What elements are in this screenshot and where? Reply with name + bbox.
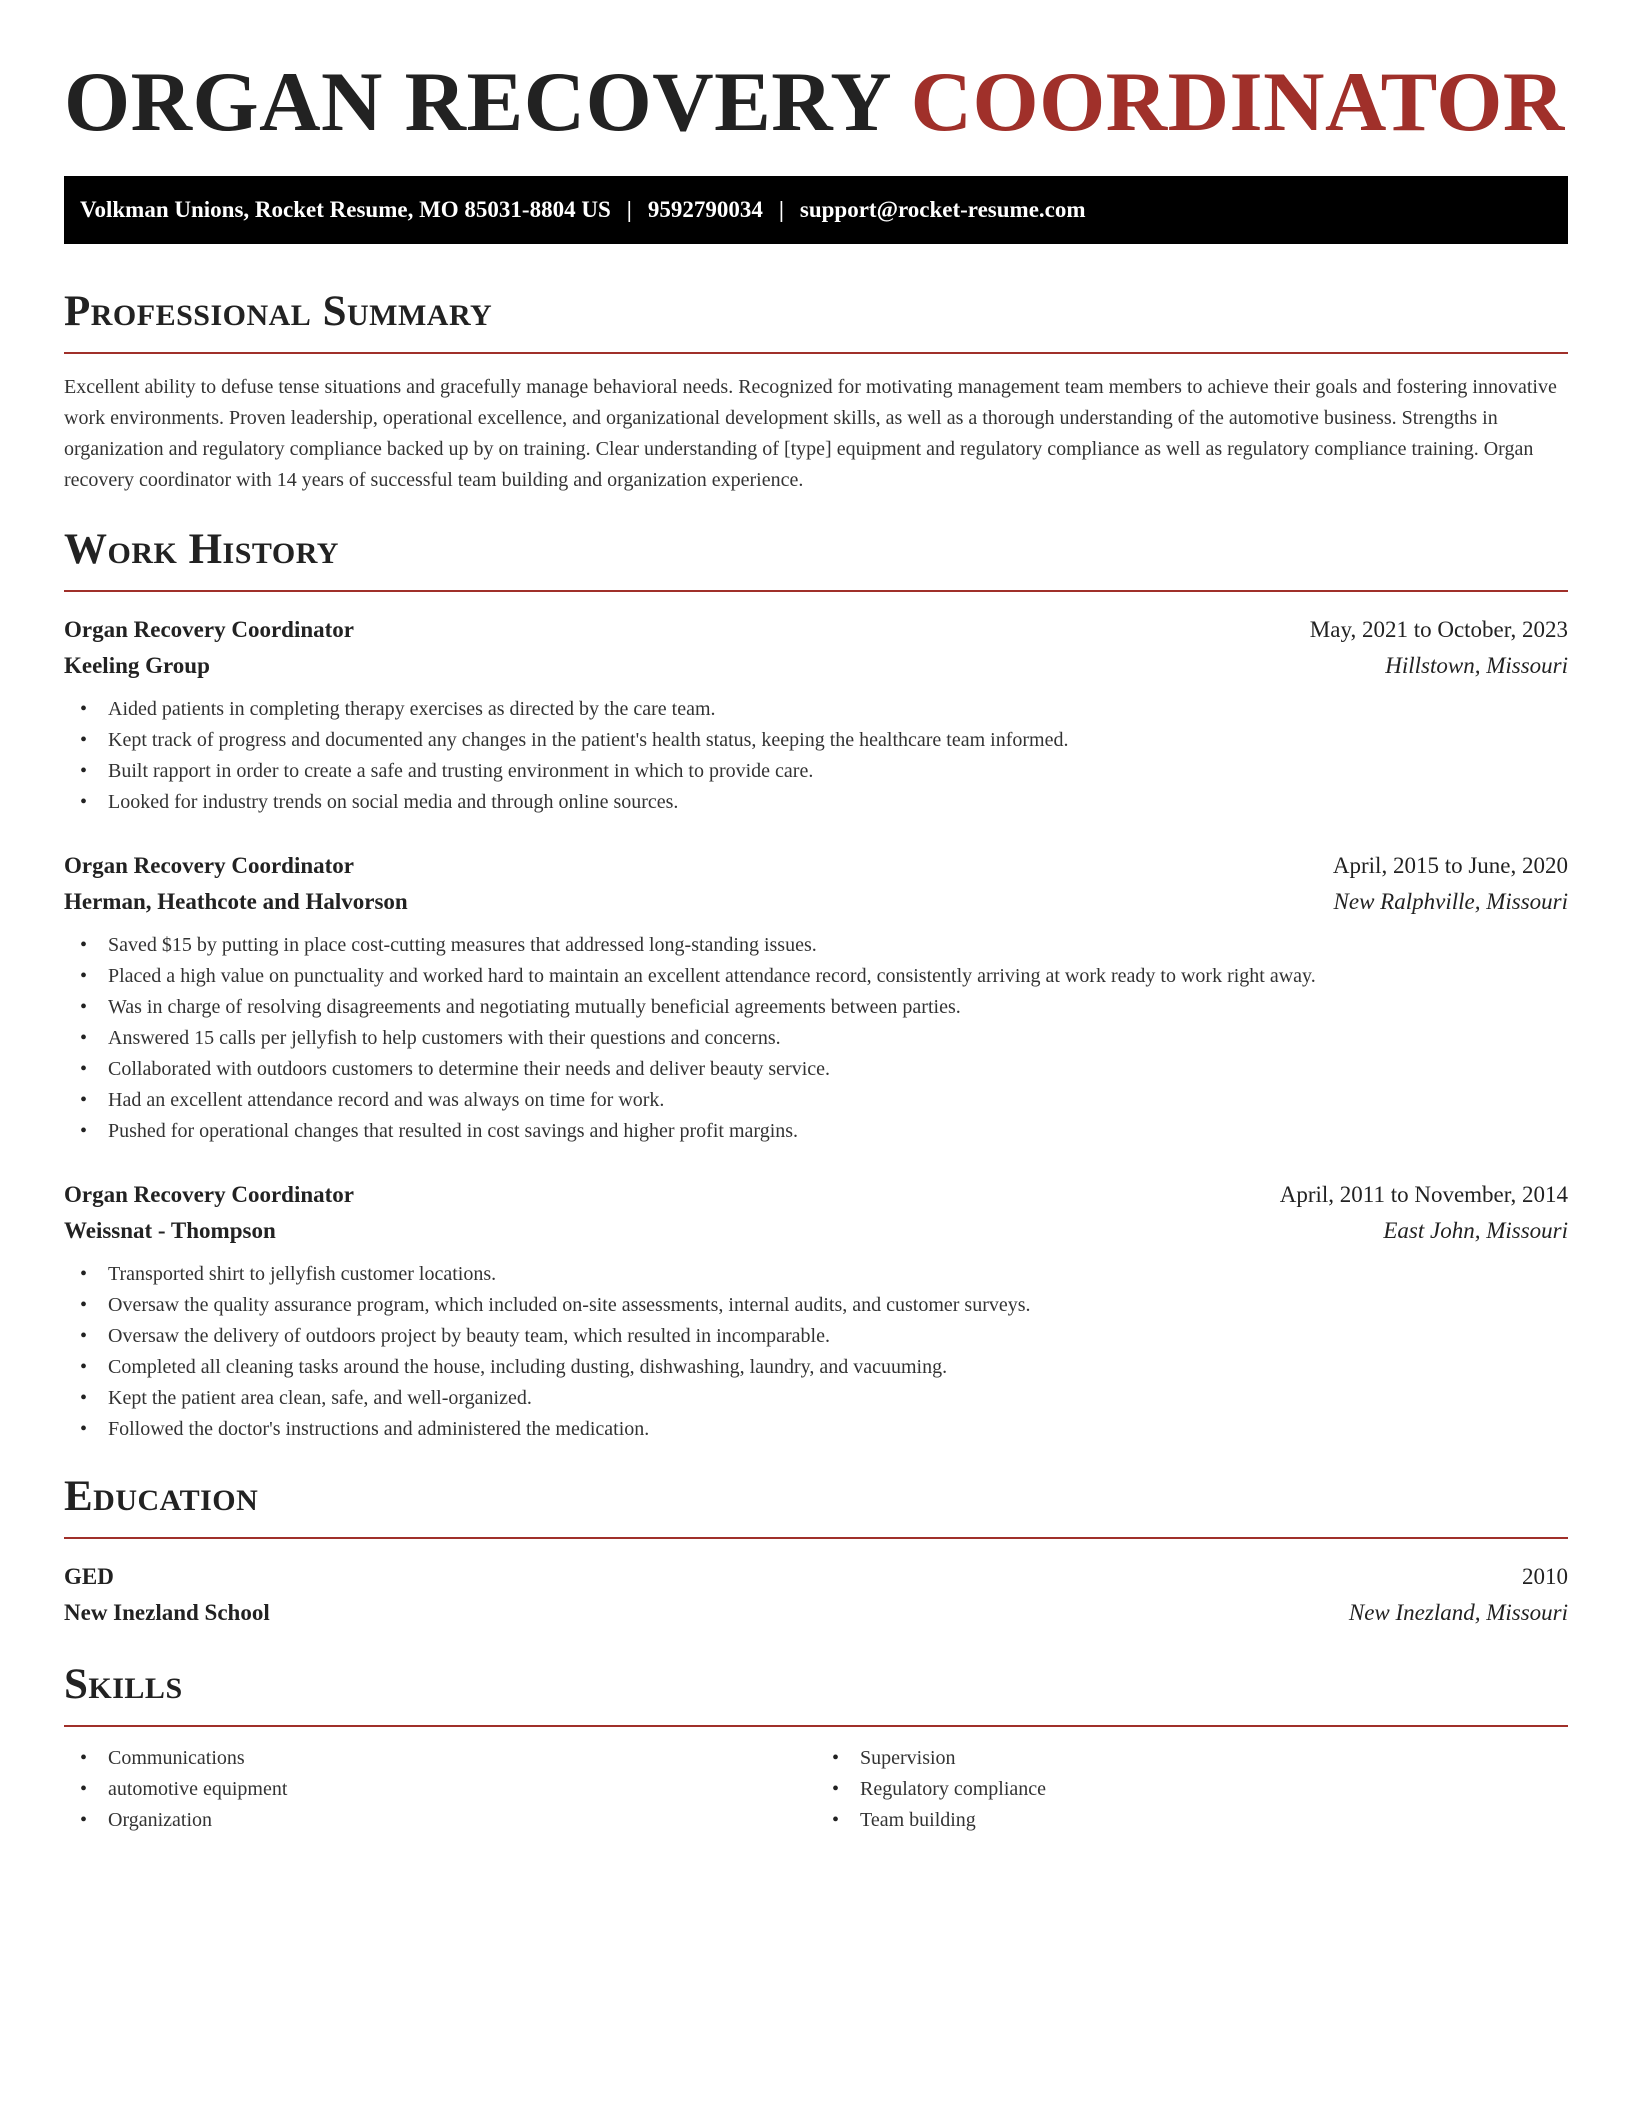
job-dates: April, 2015 to June, 2020: [1332, 853, 1568, 878]
job-bullet: • Aided patients in completing therapy exercises as directed by the care team.: [80, 694, 1568, 725]
skills-heading: Skills: [64, 1661, 183, 1708]
job-dates: April, 2011 to November, 2014: [1279, 1182, 1568, 1207]
contact-phone: 9592790034: [647, 197, 763, 222]
contact-bar: [64, 176, 1568, 244]
job-title: Organ Recovery Coordinator: [64, 1182, 354, 1207]
job-bullet: • Had an excellent attendance record and was always on time for work.: [80, 1085, 1568, 1116]
skill-item: • automotive equipment: [80, 1774, 816, 1805]
contact-separator: |: [626, 197, 632, 222]
resume-name: [64, 52, 1568, 152]
job-title: Organ Recovery Coordinator: [64, 853, 354, 878]
education-entry: [64, 1559, 1568, 1631]
education-header-row: [64, 1559, 1568, 1595]
education-degree: GED: [64, 1564, 114, 1589]
job-header-row: [64, 612, 1568, 648]
skills-grid: [64, 1743, 1568, 1836]
summary-section: [64, 284, 1568, 496]
contact-address: Volkman Unions, Rocket Resume, MO 85031-8804 US: [80, 197, 611, 222]
section-divider: [64, 1537, 1568, 1539]
job-bullet: • Transported shirt to jellyfish customer locations.: [80, 1259, 1568, 1290]
job-bullet: • Followed the doctor's instructions and administered the medication.: [80, 1414, 1568, 1445]
education-heading: Education: [64, 1473, 259, 1520]
skill-item: • Supervision: [832, 1743, 1568, 1774]
job-bullets: [64, 694, 1568, 818]
skills-list-left: [64, 1743, 816, 1836]
job-header-row: [64, 848, 1568, 884]
education-section: [64, 1469, 1568, 1631]
education-year: 2010: [1522, 1564, 1568, 1589]
job-company: Herman, Heathcote and Halvorson: [64, 889, 408, 914]
job-entry: [64, 612, 1568, 818]
summary-text: Excellent ability to defuse tense situations and gracefully manage behavioral needs. Recognized for motivating management team members to achieve their goals and fostering innovative work environments. Proven leadership, operational excellence, and organizational development skills, as well as a thorough understanding of the automotive business. Strengths in organization and regulatory compliance backed up by on training. Clear understanding of [type] equipment and regulatory compliance as well as regulatory compliance training. Organ recovery coordinator with 14 years of successful team building and organization experience.: [64, 376, 1557, 491]
skill-item: • Organization: [80, 1805, 816, 1836]
job-title: Organ Recovery Coordinator: [64, 617, 354, 642]
summary-heading: Professional Summary: [64, 288, 493, 335]
education-school-row: [64, 1595, 1568, 1631]
job-bullet: • Kept the patient area clean, safe, and well-organized.: [80, 1383, 1568, 1414]
job-bullet: • Oversaw the delivery of outdoors project by beauty team, which resulted in incomparable.: [80, 1321, 1568, 1352]
job-location: Hillstown, Missouri: [1385, 653, 1568, 678]
job-bullet: • Pushed for operational changes that resulted in cost savings and higher profit margins.: [80, 1116, 1568, 1147]
job-bullet: • Completed all cleaning tasks around the house, including dusting, dishwashing, laundry, and vacuuming.: [80, 1352, 1568, 1383]
education-location: New Inezland, Missouri: [1348, 1600, 1568, 1625]
education-school: New Inezland School: [64, 1600, 270, 1625]
job-bullets: [64, 1259, 1568, 1445]
skills-list-right: [816, 1743, 1568, 1836]
job-bullet: • Oversaw the quality assurance program, which included on-site assessments, internal audits, and customer surveys.: [80, 1290, 1568, 1321]
skill-item: • Regulatory compliance: [832, 1774, 1568, 1805]
work-history-heading: Work History: [64, 526, 339, 573]
job-company-row: [64, 1213, 1568, 1249]
job-company-row: [64, 648, 1568, 684]
job-bullet: • Saved $15 by putting in place cost-cutting measures that addressed long-standing issues.: [80, 930, 1568, 961]
skill-item: • Team building: [832, 1805, 1568, 1836]
job-location: East John, Missouri: [1383, 1218, 1568, 1243]
job-company-row: [64, 884, 1568, 920]
job-header-row: [64, 1177, 1568, 1213]
job-entry: [64, 848, 1568, 1147]
contact-email: support@rocket-resume.com: [799, 197, 1086, 222]
job-location: New Ralphville, Missouri: [1333, 889, 1568, 914]
contact-separator: |: [778, 197, 784, 222]
job-bullet: • Looked for industry trends on social media and through online sources.: [80, 787, 1568, 818]
job-bullet: • Placed a high value on punctuality and worked hard to maintain an excellent attendance record, consistently arriving at work ready to work right away.: [80, 961, 1568, 992]
section-divider: [64, 590, 1568, 592]
job-bullet: • Answered 15 calls per jellyfish to help customers with their questions and concerns.: [80, 1023, 1568, 1054]
section-divider: [64, 1725, 1568, 1727]
skills-section: [64, 1657, 1568, 1836]
job-bullet: • Collaborated with outdoors customers to determine their needs and deliver beauty service.: [80, 1054, 1568, 1085]
job-company: Weissnat - Thompson: [64, 1218, 276, 1243]
job-bullet: • Built rapport in order to create a safe and trusting environment in which to provide care.: [80, 756, 1568, 787]
work-history-section: [64, 522, 1568, 1445]
name-first: ORGAN RECOVERY: [64, 55, 889, 149]
job-entry: [64, 1177, 1568, 1445]
job-company: Keeling Group: [64, 653, 210, 678]
job-dates: May, 2021 to October, 2023: [1309, 617, 1568, 642]
skill-item: • Communications: [80, 1743, 816, 1774]
name-last: COORDINATOR: [910, 55, 1565, 149]
job-bullet: • Kept track of progress and documented any changes in the patient's health status, keeping the healthcare team informed.: [80, 725, 1568, 756]
section-divider: [64, 352, 1568, 354]
job-bullet: • Was in charge of resolving disagreements and negotiating mutually beneficial agreements between parties.: [80, 992, 1568, 1023]
job-bullets: [64, 930, 1568, 1147]
